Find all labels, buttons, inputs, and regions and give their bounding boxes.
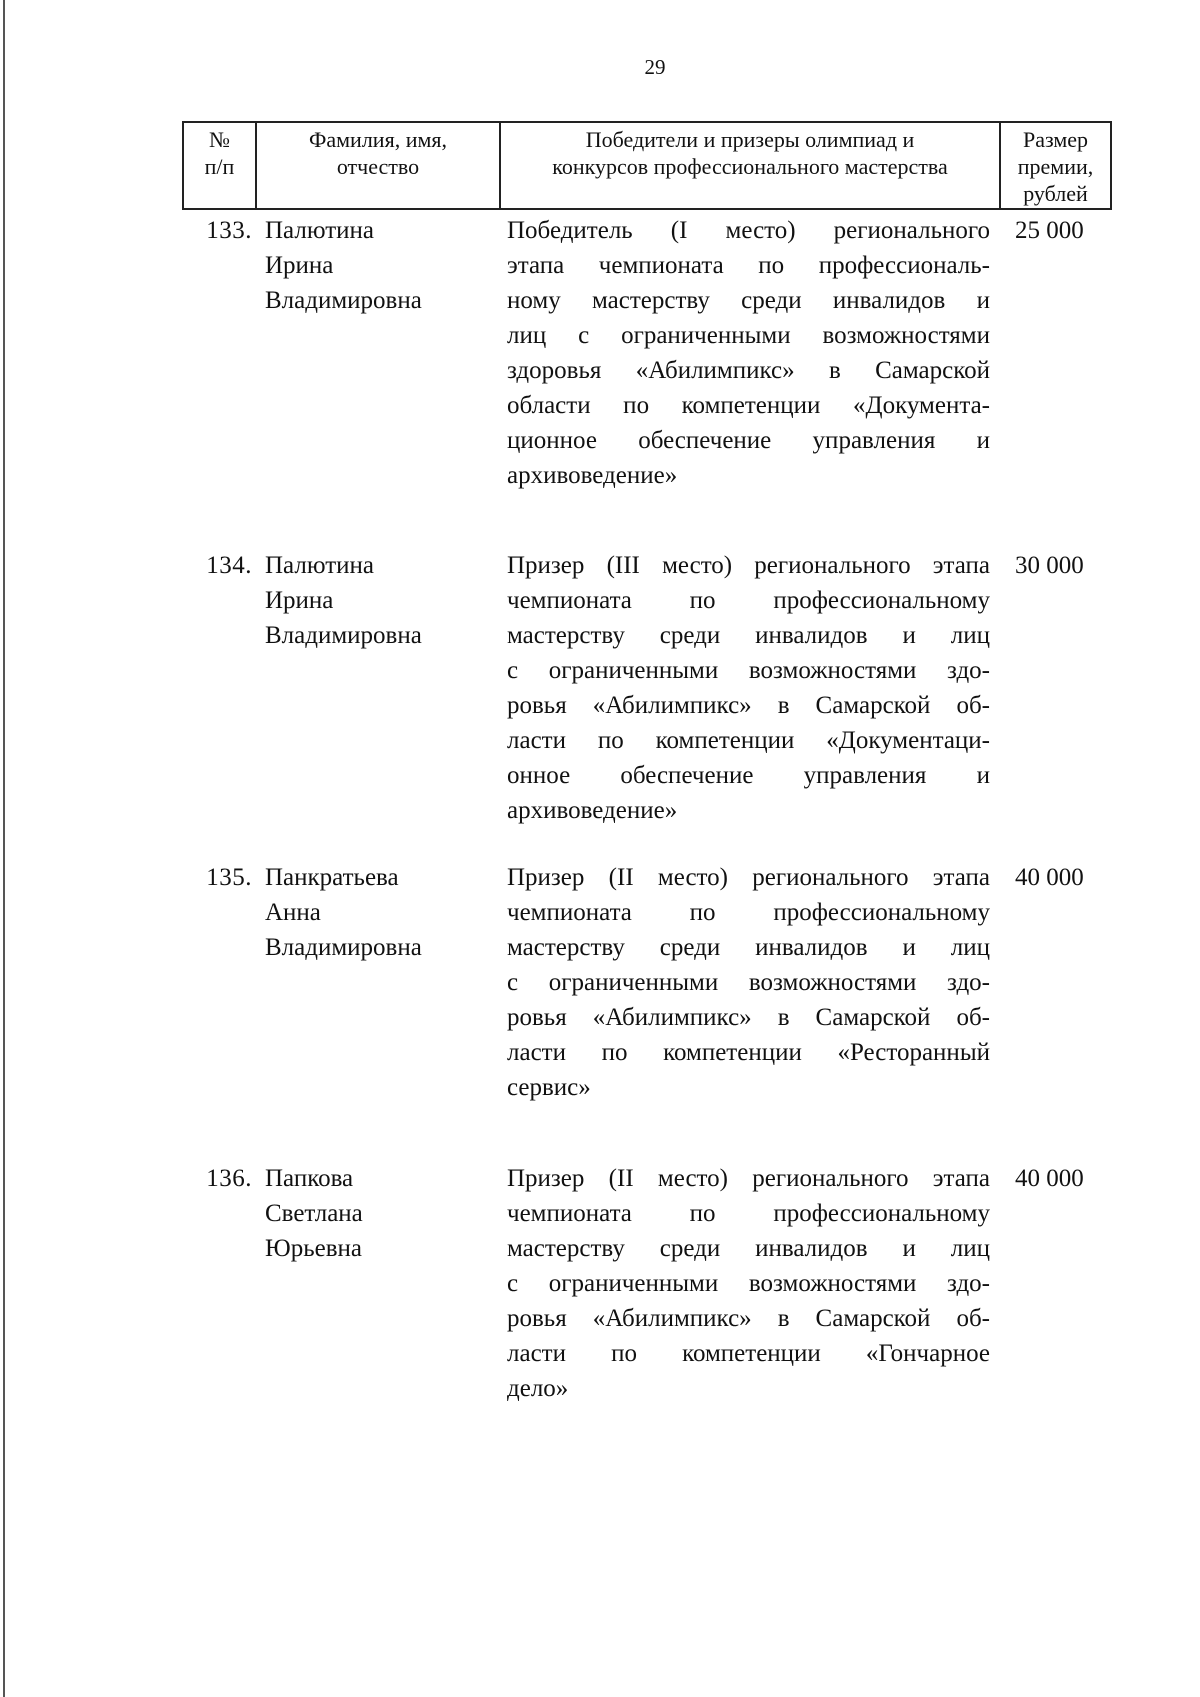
row-full-name (265, 1161, 485, 1266)
row-description (507, 213, 990, 493)
desc-line: с ограниченными возможностями здо- (507, 969, 990, 996)
row-number: 136. (206, 1165, 252, 1192)
surname: Папкова (265, 1165, 354, 1192)
row-amount: 30 000 (1015, 552, 1084, 579)
header-num-line: № (209, 127, 230, 152)
desc-line: ровья «Абилимпикс» в Самарской об- (507, 692, 990, 719)
desc-line: лиц с ограниченными возможностями (507, 322, 990, 349)
row-amount: 25 000 (1015, 217, 1084, 244)
surname: Панкратьева (265, 864, 399, 891)
desc-line: ровья «Абилимпикс» в Самарской об- (507, 1004, 990, 1031)
patronymic: Владимировна (265, 287, 422, 314)
desc-line: ровья «Абилимпикс» в Самарской об- (507, 1305, 990, 1332)
desc-line: чемпионата по профессиональному (507, 1200, 990, 1227)
row-number: 134. (206, 552, 252, 579)
desc-line: ласти по компетенции «Гончарное (507, 1340, 990, 1367)
row-description (507, 1161, 990, 1406)
desc-line: Призер (III место) регионального этапа (507, 552, 990, 579)
surname: Палютина (265, 217, 374, 244)
header-size-line: Размер (1022, 127, 1089, 152)
row-description (507, 860, 990, 1105)
first-name: Ирина (265, 587, 334, 614)
patronymic: Владимировна (265, 934, 422, 961)
desc-line: чемпионата по профессиональному (507, 899, 990, 926)
row-number: 133. (206, 217, 252, 244)
row-full-name (265, 213, 485, 318)
awards-table (182, 121, 1112, 1402)
desc-line: этапа чемпионата по профессиональ- (507, 252, 990, 279)
desc-line: мастерству среди инвалидов и лиц (507, 622, 990, 649)
header-size-line: рублей (1023, 181, 1088, 206)
header-num (184, 123, 257, 208)
desc-line: области по компетенции «Документа- (507, 392, 990, 419)
row-full-name (265, 860, 485, 965)
desc-line: ласти по компетенции «Документаци- (507, 727, 990, 754)
desc-line: сервис» (507, 1074, 591, 1101)
page-left-edge (3, 0, 5, 1697)
header-name (257, 123, 501, 208)
surname: Палютина (265, 552, 374, 579)
header-desc-line: Победители и призеры олимпиад и (585, 127, 915, 152)
desc-line: здоровья «Абилимпикс» в Самарской (507, 357, 990, 384)
desc-line: с ограниченными возможностями здо- (507, 1270, 990, 1297)
first-name: Ирина (265, 252, 334, 279)
header-desc (501, 123, 1001, 208)
desc-line: Призер (II место) регионального этапа (507, 1165, 990, 1192)
header-name-line: Фамилия, имя, (308, 127, 448, 152)
header-name-line: отчество (336, 154, 420, 179)
desc-line: с ограниченными возможностями здо- (507, 657, 990, 684)
desc-line: ному мастерству среди инвалидов и (507, 287, 990, 314)
header-size (1001, 123, 1110, 208)
desc-line: чемпионата по профессиональному (507, 587, 990, 614)
table-header (182, 121, 1112, 210)
row-number: 135. (206, 864, 252, 891)
desc-line: Победитель (I место) регионального (507, 217, 990, 244)
patronymic: Владимировна (265, 622, 422, 649)
row-full-name (265, 548, 485, 653)
header-desc-line: конкурсов профессионального мастерства (552, 154, 948, 179)
row-amount: 40 000 (1015, 1165, 1084, 1192)
row-description (507, 548, 990, 828)
page-number: 29 (644, 55, 666, 79)
patronymic: Юрьевна (265, 1235, 362, 1262)
header-size-line: премии, (1017, 154, 1094, 179)
desc-line: дело» (507, 1375, 569, 1402)
desc-line: онное обеспечение управления и (507, 762, 990, 789)
desc-line: ционное обеспечение управления и (507, 427, 990, 454)
desc-line: архивоведение» (507, 797, 678, 824)
desc-line: мастерству среди инвалидов и лиц (507, 1235, 990, 1262)
first-name: Светлана (265, 1200, 363, 1227)
desc-line: Призер (II место) регионального этапа (507, 864, 990, 891)
first-name: Анна (265, 899, 321, 926)
header-num-line: п/п (204, 154, 235, 179)
desc-line: ласти по компетенции «Ресторанный (507, 1039, 990, 1066)
desc-line: мастерству среди инвалидов и лиц (507, 934, 990, 961)
row-amount: 40 000 (1015, 864, 1084, 891)
desc-line: архивоведение» (507, 462, 678, 489)
